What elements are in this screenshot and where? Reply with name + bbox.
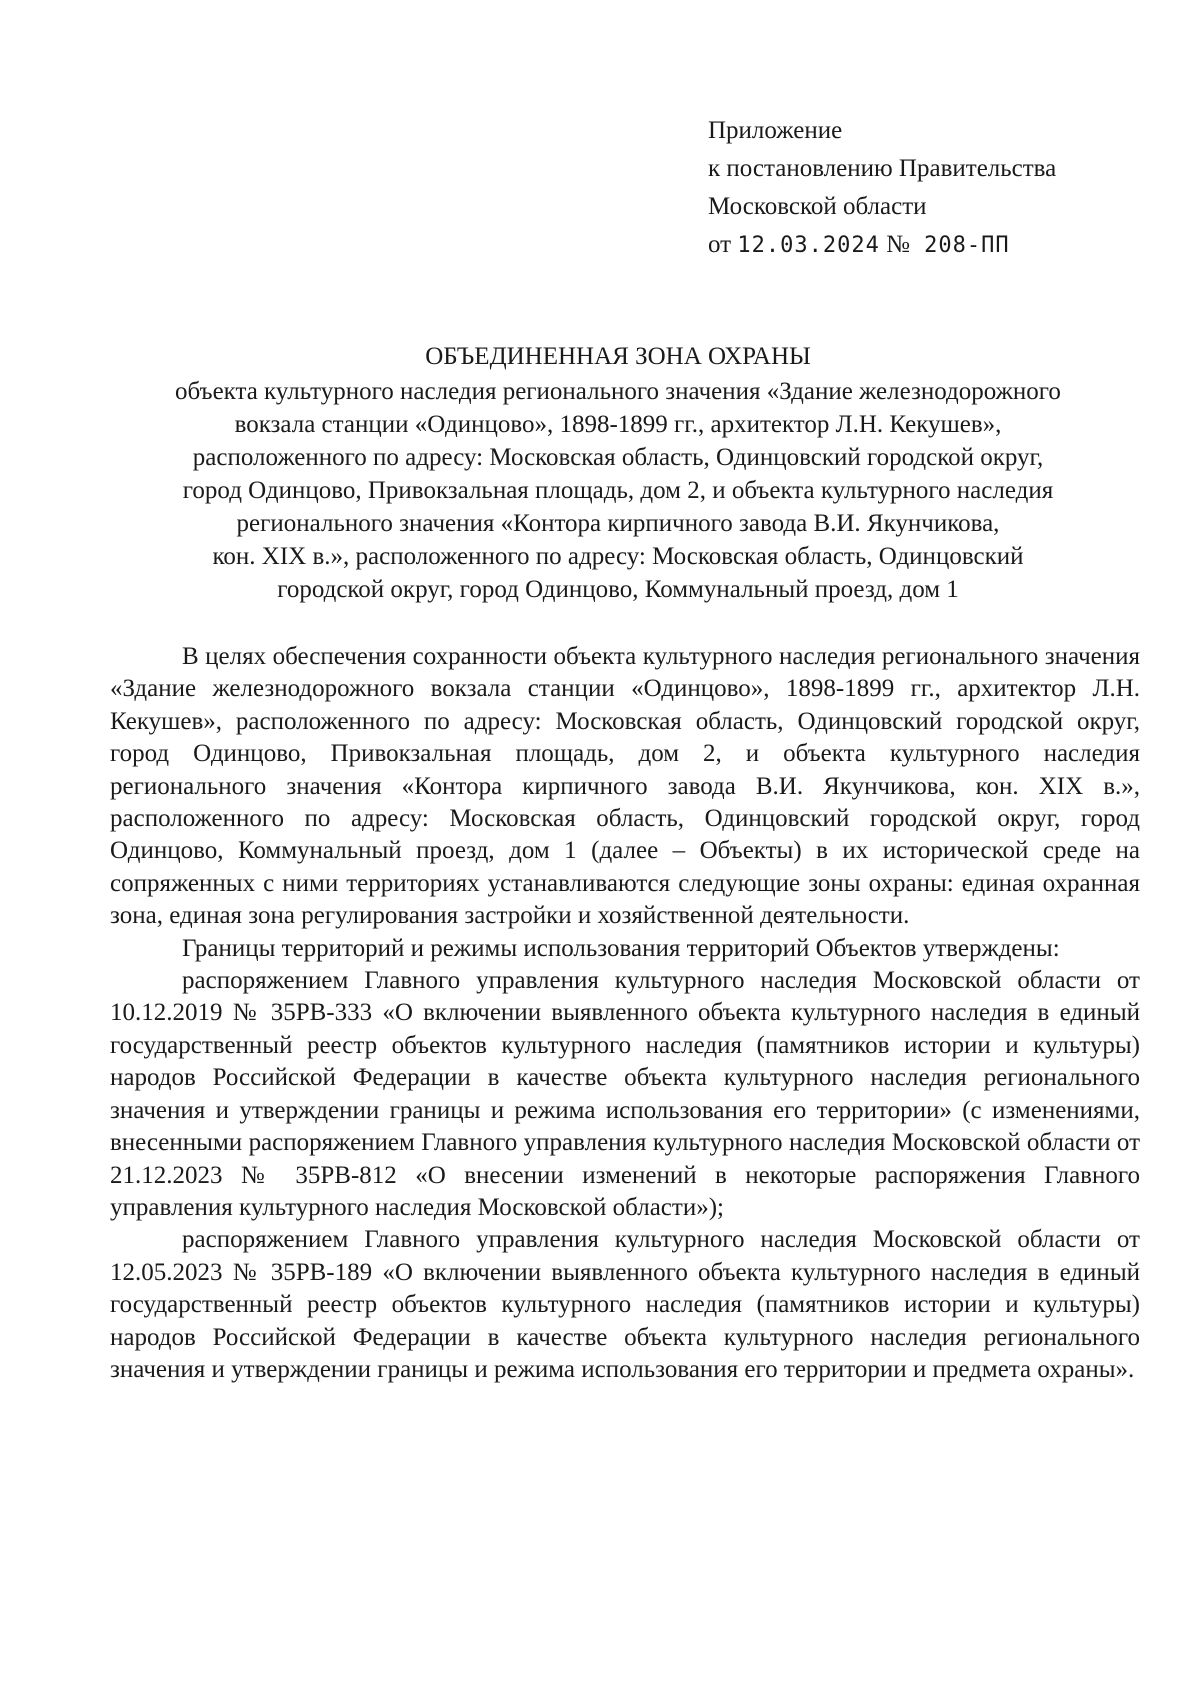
appendix-resolution-ref: к постановлению Правительства	[708, 155, 1057, 182]
title-subtitle-line: городской округ, город Одинцово, Коммунальный проезд, дом 1	[277, 576, 959, 603]
document-title-block	[118, 340, 1118, 606]
resolution-number: 208-ПП	[924, 233, 1010, 258]
body-paragraph-order-2023: распоряжением Главного управления культурного наследия Московской области от 12.05.2023 № 35РВ-189 «О включении выявленного объекта культурного наследия в единый государственный реестр объектов культурного наследия (памятников истории и культуры) народов Российской Федерации в качестве объекта культурного наследия регионального значения и утверждении границы и режима использования его территории и предмета охраны».	[110, 1226, 1140, 1383]
resolution-date: 12.03.2024	[737, 233, 880, 258]
title-subtitle-line: вокзала станции «Одинцово», 1898-1899 гг., архитектор Л.Н. Кекушев»,	[234, 411, 1002, 438]
appendix-header	[708, 112, 1056, 265]
title-subtitle-line: город Одинцово, Привокзальная площадь, дом 2, и объекта культурного наследия	[182, 477, 1054, 504]
document-body	[110, 641, 1140, 1386]
appendix-region: Московской области	[708, 193, 927, 220]
title-subtitle-line: регионального значения «Контора кирпичного завода В.И. Якунчикова,	[236, 510, 1000, 537]
title-subtitle-line: кон. XIX в.», расположенного по адресу: Московская область, Одинцовский	[212, 543, 1024, 570]
body-paragraph-boundaries: Границы территорий и режимы использования территорий Объектов утверждены:	[182, 934, 1060, 962]
body-paragraph-order-2019: распоряжением Главного управления культурного наследия Московской области от 10.12.2019 № 35РВ-333 «О включении выявленного объекта культурного наследия в единый государственный реестр объектов культурного наследия (памятников истории и культуры) народов Российской Федерации в качестве объекта культурного наследия регионального значения и утверждении границы и режима использования его территории» (с изменениями, внесенными распоряжением Главного управления культурного наследия Московской области от 21.12.2023 № 35РВ-812 «О внесении изменений в некоторые распоряжения Главного управления культурного наследия Московской области»);	[110, 967, 1140, 1221]
document-title: ОБЪЕДИНЕННАЯ ЗОНА ОХРАНЫ	[425, 343, 811, 370]
title-subtitle-line: расположенного по адресу: Московская область, Одинцовский городской округ,	[192, 444, 1044, 471]
number-sign: №	[886, 231, 910, 258]
appendix-title: Приложение	[708, 117, 843, 144]
date-prefix: от	[708, 231, 732, 258]
title-subtitle-line: объекта культурного наследия регионального значения «Здание железнодорожного	[175, 378, 1061, 405]
body-paragraph-purpose: В целях обеспечения сохранности объекта культурного наследия регионального значения «Здание железнодорожного вокзала станции «Одинцово», 1898-1899 гг., архитектор Л.Н. Кекушев», расположенного по адресу: Московская область, Одинцовский городской округ, город Одинцово, Привокзальная площадь, дом 2, и объекта культурного наследия регионального значения «Контора кирпичного завода В.И. Якунчикова, кон. XIX в.», расположенного по адресу: Московская область, Одинцовский городской округ, город Одинцово, Коммунальный проезд, дом 1 (далее – Объекты) в их исторической среде на сопряженных с ними территориях устанавливаются следующие зоны охраны: единая охранная зона, единая зона регулирования застройки и хозяйственной деятельности.	[110, 643, 1140, 930]
appendix-date-number	[708, 226, 1056, 265]
